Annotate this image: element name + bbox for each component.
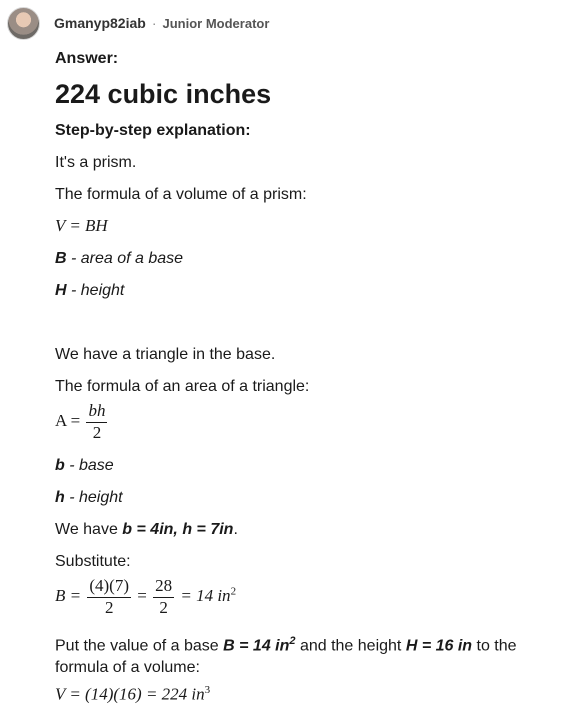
put-prefix: Put the value of a base [55, 637, 224, 655]
sub-result: = 14 in [180, 586, 231, 606]
sub-numerator-1: (4)(7) [87, 577, 131, 598]
h-def-text: - height [66, 282, 125, 299]
sub-lhs: B = [55, 586, 82, 606]
substitute-text: Substitute: [55, 553, 131, 570]
base-symbol: b [55, 457, 65, 474]
put-line-2: formula of a volume: [55, 659, 200, 676]
height-symbol: h [55, 489, 65, 506]
author-rank: Junior Moderator [162, 15, 270, 31]
we-have-prefix: We have [55, 521, 123, 538]
base-def-text: - base [64, 457, 114, 474]
b-definition [55, 250, 183, 268]
put-line-1 [55, 635, 517, 655]
triangle-formula [55, 402, 109, 442]
avatar[interactable] [7, 7, 40, 40]
we-have-suffix: . [233, 521, 238, 538]
h-definition [55, 282, 124, 300]
sub-denominator-2: 2 [159, 597, 168, 617]
substitution-formula [55, 577, 236, 617]
intro-text: It's a prism. [55, 154, 137, 171]
final-exponent: 3 [204, 684, 211, 696]
b-symbol: B [55, 250, 67, 267]
prism-formula: V = BH [55, 216, 108, 235]
put-mid: and the height [295, 637, 406, 655]
put-h-value: H = 16 in [405, 637, 473, 655]
sub-denominator-1: 2 [104, 597, 114, 617]
sub-result-exponent: 2 [230, 585, 237, 598]
final-formula [55, 684, 210, 705]
author-name[interactable]: Gmanyp82iab [54, 15, 146, 31]
height-def-text: - height [64, 489, 123, 506]
we-have-line [55, 521, 238, 539]
answer-result: 224 cubic inches [55, 79, 272, 109]
height-definition [55, 489, 123, 507]
answer-label: Answer: [55, 50, 119, 67]
put-suffix: to the [472, 637, 517, 655]
h-symbol: H [55, 282, 67, 299]
base-definition [55, 457, 114, 475]
tri-lhs: A = [55, 411, 81, 431]
sub-equals: = [137, 586, 147, 606]
put-b-value: B = 14 in [223, 637, 290, 655]
tri-numerator: bh [86, 402, 107, 423]
answer-header [7, 5, 269, 41]
tri-fraction [86, 402, 107, 442]
triangle-base-text: We have a triangle in the base. [55, 346, 276, 363]
b-def-text: - area of a base [66, 250, 184, 267]
header-separator: · [151, 15, 157, 31]
sub-numerator-2: 28 [153, 577, 174, 598]
final-formula-text: V = (14)(16) = 224 in [55, 684, 205, 704]
explanation-label: Step-by-step explanation: [55, 122, 251, 139]
we-have-values: b = 4in, h = 7in [122, 521, 234, 538]
sub-fraction-1 [87, 577, 131, 617]
put-b-exponent: 2 [289, 635, 296, 647]
sub-fraction-2 [153, 577, 174, 617]
tri-denominator: 2 [92, 422, 102, 442]
prism-formula-text: The formula of a volume of a prism: [55, 186, 307, 203]
triangle-formula-text: The formula of an area of a triangle: [55, 378, 310, 395]
